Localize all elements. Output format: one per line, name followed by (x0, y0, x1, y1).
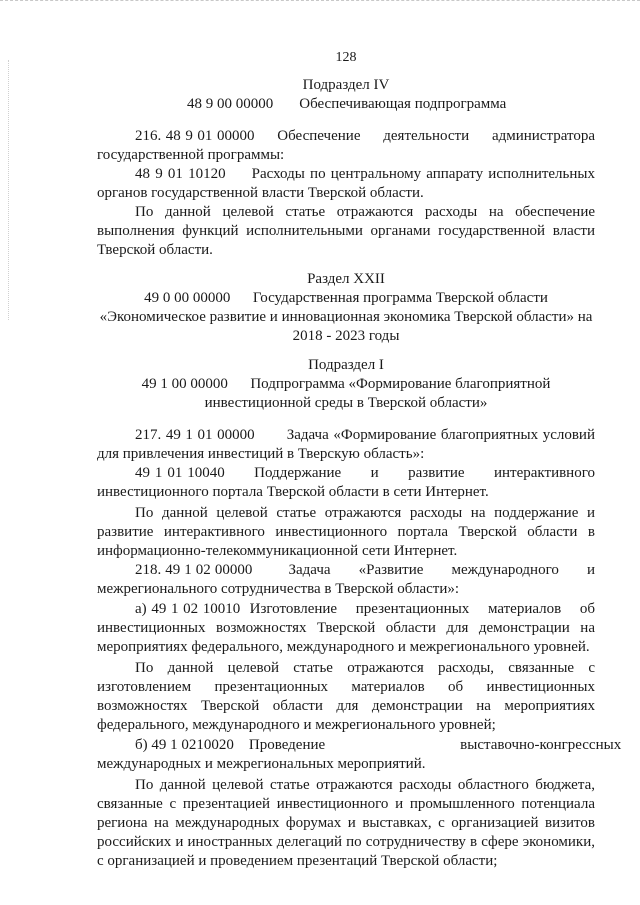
section-xxii-line1: 49 0 00 00000 Государственная программа Тверской области (144, 290, 548, 306)
body-line: б) 49 1 0210020 Проведение выставочно-конгрессных (135, 737, 622, 753)
body-line: 49 1 01 10040 Поддержание и развитие интерактивного (135, 465, 595, 481)
body-line: федерального, международного и межрегионального уровней; (97, 717, 496, 733)
section-xxii-title: Раздел XXII (307, 271, 385, 287)
body-line: инвестиционного портала Тверской области в сети Интернет. (97, 484, 489, 500)
subsection-i-line2: инвестиционной среды в Тверской области» (204, 395, 488, 411)
section-xxii-line3: 2018 - 2023 годы (292, 328, 400, 344)
body-line: развитие интерактивного инвестиционного портала Тверской области в (97, 524, 595, 540)
body-line: информационно-телекоммуникационной сети Интернет. (97, 543, 458, 559)
section-xxii-line2: «Экономическое развитие и инновационная экономика Тверской области» на (99, 309, 593, 325)
subsection-i-title: Подраздел I (308, 357, 384, 373)
body-line: По данной целевой статье отражаются расходы областного бюджета, (135, 777, 595, 793)
body-line: российских и иностранных делегаций по сотрудничеству в сфере экономики, (97, 834, 595, 850)
scan-edge-top (0, 0, 640, 5)
body-line: связанные с презентацией инвестиционного и промышленного потенциала (97, 796, 595, 812)
subsection-iv-title: Подраздел IV (302, 77, 390, 93)
body-line: 217. 49 1 01 00000 Задача «Формирование благоприятных условий (135, 427, 595, 443)
subsection-i-line1: 49 1 00 00000 Подпрограмма «Формирование благоприятной (141, 376, 551, 392)
body-line: для привлечения инвестиций в Тверскую область»: (97, 446, 425, 462)
item-216-line2: государственной программы: (97, 147, 285, 163)
item-216-desc-line1: По данной целевой статье отражаются расходы на обеспечение (135, 204, 595, 220)
body-line: а) 49 1 02 10010 Изготовление презентационных материалов об (135, 601, 595, 617)
body-line: инвестиционных возможностях Тверской области для демонстрации на (97, 620, 595, 636)
item-216-sub-line2: органов государственной власти Тверской области. (97, 185, 424, 201)
scan-edge-left (8, 60, 10, 320)
body-line: 218. 49 1 02 00000 Задача «Развитие международного и (135, 562, 595, 578)
subsection-iv-code: 48 9 00 00000 (187, 96, 274, 112)
subsection-iv-name: Обеспечивающая подпрограмма (299, 96, 507, 112)
body-line: международных и межрегиональных мероприятий. (97, 756, 426, 772)
item-216-desc-line2: выполнения функций исполнительными органами государственной власти (97, 223, 595, 239)
item-216-line1: 216. 48 9 01 00000 Обеспечение деятельности администратора (135, 128, 595, 144)
body-line: По данной целевой статье отражаются расходы, связанные с (135, 660, 595, 676)
subsection-iv-heading (187, 95, 607, 114)
body-line: с организацией и проведением презентаций Тверской области; (97, 853, 498, 869)
body-line: межрегионального сотрудничества в Тверской области»: (97, 581, 460, 597)
body-line: возможностях Тверской области для демонстрации на мероприятиях (97, 698, 595, 714)
body-line: мероприятиях федерального, международного и межрегионального уровней. (97, 639, 590, 655)
page-number: 128 (335, 50, 357, 65)
body-line: По данной целевой статье отражаются расходы на поддержание и (135, 505, 595, 521)
body-line: изготовлением презентационных материалов об инвестиционных (97, 679, 595, 695)
body-line: региона на международных форумах и выставках, с организацией визитов (97, 815, 595, 831)
item-216-desc-line3: Тверской области. (97, 242, 213, 258)
item-216-sub-line1: 48 9 01 10120 Расходы по центральному аппарату исполнительных (135, 166, 595, 182)
